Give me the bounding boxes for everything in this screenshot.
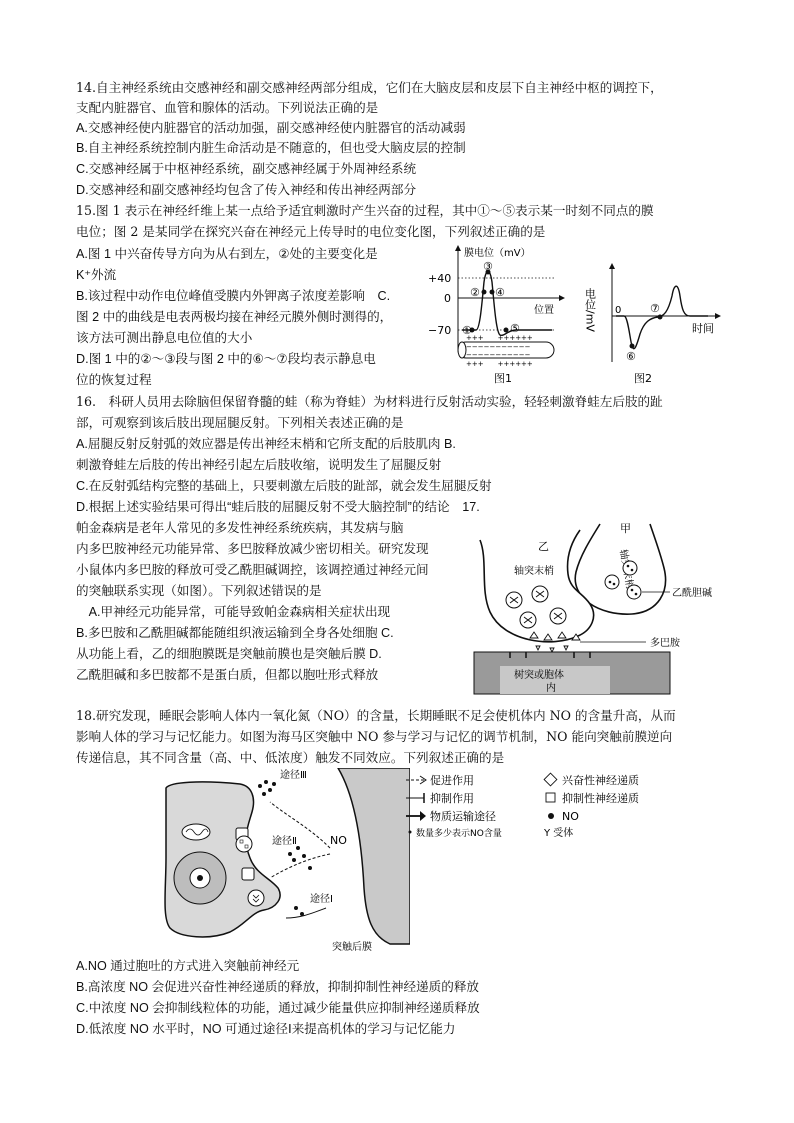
fig1-caption: 图1	[494, 372, 512, 385]
fig2-marker-6: ⑥	[626, 350, 636, 363]
q18-option-a: A.NO 通过胞吐的方式进入突触前神经元	[76, 959, 300, 973]
q17-stem-line2: 内多巴胺神经元功能异常、多巴胺释放减少密切相关。研究发现	[76, 541, 429, 556]
legend-no: NO	[562, 810, 579, 823]
label-ach: 乙酰胆碱	[672, 588, 712, 599]
vesicle-ach-2	[623, 561, 637, 575]
legend-excit: 兴奋性神经递质	[562, 774, 639, 787]
fig1-point-4	[490, 290, 495, 295]
legend-inhib-icon	[546, 793, 555, 802]
q17-stem-line4: 的突触联系实现（如图）。下列叙述错误的是	[76, 583, 322, 598]
q14-option-d: D.交感神经和副交感神经均包含了传入神经和传出神经两部分	[76, 183, 417, 197]
path1-arrow	[286, 908, 326, 918]
q14-option-a: A.交感神经使内脏器官的活动加强，副交感神经使内脏器官的活动减弱	[76, 121, 466, 135]
label-yi: 乙	[538, 540, 549, 553]
q18-stem-line1: 18.研究发现，睡眠会影响人体内一氧化氮（NO）的含量，长期睡眠不足会使机体内 NO 的含量升高，从而	[76, 708, 676, 723]
q16-option-d: D.根据上述实验结果可得出“蛙后肢的屈腿反射不受大脑控制”的结论 17.	[76, 500, 480, 514]
fig2-marker-7: ⑦	[650, 302, 660, 315]
q18-option-c: C.中浓度 NO 会抑制线粒体的功能，通过减少能量供应抑制神经递质释放	[76, 1001, 480, 1015]
q18-option-d: D.低浓度 NO 水平时，NO 可通过途径Ⅰ来提高机体的学习与记忆能力	[76, 1022, 456, 1036]
vesicle-inhibitory	[236, 836, 252, 852]
q15-option-d-line1: D.图 1 中的②～③段与图 2 中的⑥～⑦段均表示静息电	[76, 352, 376, 366]
fig1-marker-4: ④	[495, 286, 505, 299]
q17-stem-line3: 小鼠体内多巴胺的释放可受乙酰胆碱调控，该调控通过神经元间	[76, 562, 429, 577]
q14-stem-line2: 支配内脏器官、血管和腺体的活动。下列说法正确的是	[76, 100, 379, 115]
q15-option-a-line2: K⁺外流	[76, 268, 117, 282]
label-dendrite-1: 树突或胞体	[514, 670, 564, 681]
q14-option-b: B.自主神经系统控制内脏生命活动是不随意的，但也受大脑皮层的控制	[76, 141, 466, 155]
legend-inhib-nt: 抑制性神经递质	[562, 792, 639, 805]
fig1-marker-1: ①	[462, 324, 472, 337]
label-path1: 途径Ⅰ	[310, 894, 333, 905]
fig1-plus-bottom: +++ ++++++	[466, 360, 533, 368]
legend-promote: 促进作用	[430, 774, 474, 787]
q15-option-b-line3: 该方法可测出静息电位值的大小	[76, 331, 253, 345]
q16-option-b: 刺激脊蛙左后肢的传出神经引起左后肢收缩，说明发生了屈腿反射	[76, 458, 442, 472]
q14-option-c: C.交感神经属于中枢神经系统，副交感神经属于外周神经系统	[76, 162, 417, 176]
fig2-point-6	[630, 344, 635, 349]
q17-option-b: B.多巴胺和乙酰胆碱都能随组织液运输到全身各处细胞 C.	[76, 626, 394, 640]
fig1-ylabel: 膜电位（mV）	[464, 248, 531, 259]
fig1-minus-bottom: −−−−−−−−−−−	[466, 351, 531, 359]
fig1-marker-5: ⑤	[510, 322, 520, 335]
q16-option-a: A.屈腿反射反射弧的效应器是传出神经末梢和它所支配的后肢肌肉 B.	[76, 437, 456, 451]
q18-legend	[404, 770, 654, 844]
q17-option-a: A.甲神经元功能异常，可能导致帕金森病相关症状出现	[76, 605, 391, 619]
legend-inhibit: 抑制作用	[430, 792, 474, 805]
fig1-tick-zero: 0	[444, 292, 451, 305]
path2-arrow	[270, 854, 330, 878]
fig2-zero: 0	[615, 305, 622, 316]
q15-stem-line1: 15.图 1 表示在神经纤维上某一点给予适宜刺激时产生兴奋的过程，其中①～⑤表示某一时刻不同点的膜	[76, 203, 654, 218]
label-yi-axon: 轴突末梢	[514, 566, 554, 577]
q16-stem-line1: 16. 科研人员用去除脑但保留脊髓的蛙（称为脊蛙）为材料进行反射活动实验，轻轻刺激脊蛙左后肢的趾	[76, 394, 663, 409]
fig1-marker-3: ③	[483, 260, 493, 273]
q18-stem-line2: 影响人体的学习与记忆能力。如图为海马区突触中 NO 参与学习与记忆的调节机制，NO 能向突触前膜逆向	[76, 729, 673, 744]
q16-stem-line2: 部，可观察到该后肢出现屈腿反射。下列相关表述正确的是	[76, 415, 404, 430]
label-dendrite-2: 内	[546, 683, 556, 694]
legend-count-note: 数量多少表示NO含量	[416, 829, 502, 839]
q17-synapse-figure	[470, 520, 722, 696]
postsynaptic-membrane	[338, 768, 410, 944]
q15-figure2	[584, 262, 724, 386]
legend-excit-icon	[544, 773, 557, 786]
label-path2: 途径Ⅱ	[272, 836, 297, 847]
fig1-minus-top: −−−−−−−−−−−	[466, 343, 531, 351]
q14-stem-line1: 14.自主神经系统由交感神经和副交感神经两部分组成，它们在大脑皮层和皮层下自主神经中枢的调控下，	[76, 80, 663, 95]
q15-option-b-line2: 图 2 中的曲线是电表两极均接在神经元膜外侧时测得的，	[76, 310, 393, 324]
q18-stem-line3: 传递信息，其不同含量（高、中、低浓度）触发不同效应。下列叙述正确的是	[76, 750, 505, 765]
q15-option-a-line1: A.图 1 中兴奋传导方向为从右到左，②处的主要变化是	[76, 247, 378, 261]
fig1-marker-2: ②	[470, 286, 480, 299]
label-no: NO	[330, 834, 347, 847]
fig1-fiber-end	[458, 342, 466, 358]
fig2-caption: 图2	[634, 372, 652, 385]
dopamine-released	[536, 646, 568, 652]
fig2-ylabel: 电位/mV	[584, 288, 597, 332]
fig2-point-7	[658, 315, 663, 320]
legend-receptor: Y 受体	[544, 828, 574, 839]
fig1-tick-bottom: −70	[428, 324, 452, 337]
fig1-potential-curve	[462, 272, 552, 336]
label-dopamine: 多巴胺	[650, 638, 680, 649]
q16-option-c: C.在反射弧结构完整的基础上，只要刺激左后肢的趾部，就会发生屈腿反射	[76, 479, 492, 493]
q17-option-d: 乙酰胆碱和多巴胺都不是蛋白质，但都以胞吐形式释放	[76, 668, 379, 682]
label-post-membrane: 突触后膜	[332, 942, 372, 953]
fig1-plus-top: +++ ++++++	[466, 334, 533, 342]
q15-option-d-line2: 位的恢复过程	[76, 373, 152, 387]
fig2-xlabel: 时间	[692, 322, 714, 335]
q15-figure1	[424, 242, 584, 388]
fig1-tick-top: +40	[428, 272, 452, 285]
q17-option-c: 从功能上看，乙的细胞膜既是突触前膜也是突触后膜 D.	[76, 647, 382, 661]
q15-option-b-line1: B.该过程中动作电位峰值受膜内外钾离子浓度差影响 C.	[76, 289, 391, 303]
q17-stem-line1: 帕金森病是老年人常见的多发性神经系统疾病，其发病与脑	[76, 520, 404, 535]
fig1-xlabel: 位置	[534, 305, 554, 316]
fig1-point-2	[482, 290, 487, 295]
label-path3: 途径Ⅲ	[280, 770, 307, 781]
vesicle-ach-1	[605, 575, 619, 589]
legend-no-icon	[548, 813, 554, 819]
vesicle-ach-3	[627, 585, 641, 599]
q15-stem-line2: 电位；图 2 是某同学在探究兴奋在神经元上传导时的电位变化图，下列叙述正确的是	[76, 224, 546, 239]
fig1-point-5	[504, 328, 509, 333]
q18-option-b: B.高浓度 NO 会促进兴奋性神经递质的释放，抑制抑制性神经递质的释放	[76, 980, 480, 994]
label-jia: 甲	[620, 522, 631, 535]
q18-mechanism-figure	[160, 768, 410, 954]
legend-transport: 物质运输途径	[430, 810, 496, 823]
